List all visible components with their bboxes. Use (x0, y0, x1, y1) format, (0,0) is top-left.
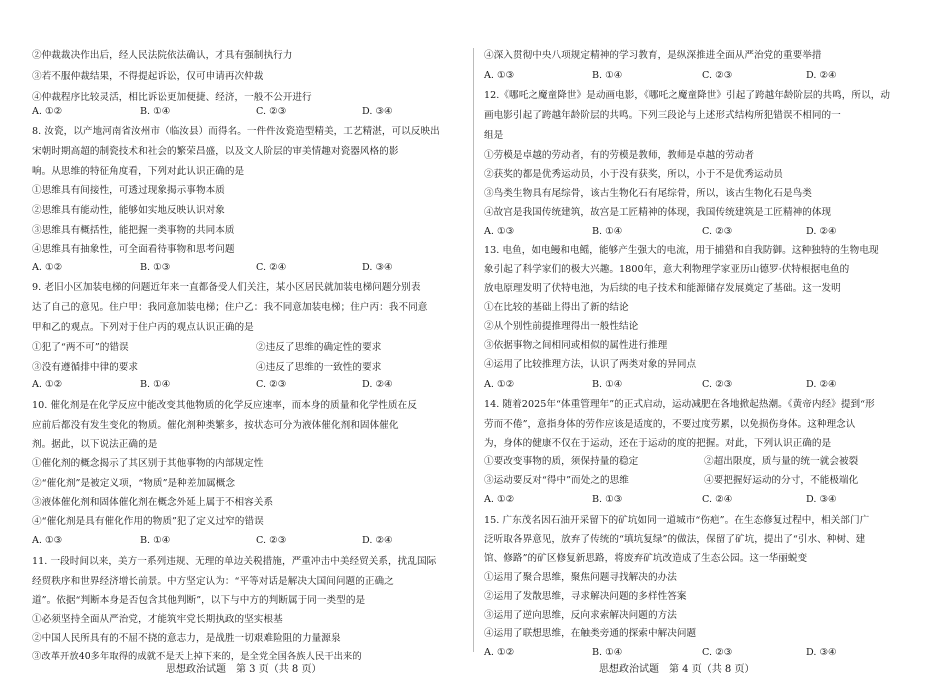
question-stem: 12.《哪吒之魔童降世》是动画电影，《哪吒之魔童降世》引起了跨越年龄阶层的共鸣，所以，动 (484, 90, 890, 101)
choice-3: ③没有遵循排中律的要求 (32, 362, 139, 373)
option-c: C. ②④ (256, 262, 287, 273)
option-a: A. ①③ (32, 535, 63, 546)
text-line: ②仲裁裁决作出后，经人民法院依法确认，才具有强制执行力 (32, 50, 293, 61)
choice-4: ④思维具有抽象性，可全面看待事物和思考问题 (32, 244, 235, 255)
q14-options (484, 494, 904, 506)
question-stem: 泛听取各界意见，放弃了传统的“填坑复绿”的做法，保留了矿坑，提出了“引水、种树、建 (484, 534, 866, 545)
q13-options (484, 379, 904, 391)
question-stem: 劳而不倦”，意指身体的劳作应该是适度的，不要过度劳累，以免损伤身体。这种理念认 (484, 419, 856, 430)
question-stem: 道”。依据“判断本身是否包含其他判断”，以下与中方的判断属于同一类型的是 (32, 595, 366, 606)
choice-2: ②中国人民所具有的不屈不挠的意志力，是战胜一切艰难险阻的力量源泉 (32, 633, 341, 644)
choice-3: ③运用了逆向思维，反向求索解决问题的方法 (484, 610, 677, 621)
question-stem: 组是 (484, 130, 504, 141)
choice-2: ②运用了发散思维，寻求解决问题的多样性答案 (484, 591, 687, 602)
choice-1: ①必须坚持全面从严治党，才能筑牢党长期执政的坚实根基 (32, 614, 283, 625)
option-a: A. ①② (484, 379, 515, 390)
choice-2: ②从个别性前提推理得出一般性结论 (484, 321, 639, 332)
question-stem: 象引起了科学家们的极大兴趣。1800年，意大利物理学家亚历山德罗·伏特根据电鱼的 (484, 264, 850, 275)
option-a: A. ①② (484, 647, 515, 658)
choice-2: ②获奖的都是优秀运动员，小于没有获奖，所以，小于不是优秀运动员 (484, 169, 783, 180)
choice-1: ①在比较的基础上得出了新的结论 (484, 302, 629, 313)
choice-2: ②超出限度，质与量的统一就会被裂 (704, 456, 859, 467)
option-a: A. ①② (32, 379, 63, 390)
choice-3: ③鸟类生物具有尾综骨，该古生物化石有尾综骨，所以，该古生物化石是鸟类 (484, 188, 812, 199)
question-stem: 应前后都没有发生变化的物质。催化剂种类繁多，按状态可分为液体催化剂和固体催化 (32, 420, 399, 431)
choice-3: ③思维具有概括性，能把握一类事物的共同本质 (32, 225, 235, 236)
option-c: C. ②③ (256, 535, 287, 546)
question-stem: 剂。据此，以下说法正确的是 (32, 439, 158, 450)
option-c: C. ②③ (702, 70, 733, 81)
q10-options (32, 535, 452, 547)
choice-3: ③运动要反对“得中”而处之的思维 (484, 475, 629, 486)
q12-options (484, 226, 904, 238)
choice-4: ④故宫是我国传统建筑，故宫是工匠精神的体现，我国传统建筑是工匠精神的体现 (484, 207, 832, 218)
choice-2: ②思维具有能动性，能够如实地反映认识对象 (32, 205, 225, 216)
option-b: B. ①④ (140, 535, 171, 546)
option-b: B. ①④ (592, 70, 623, 81)
choice-4: ④运用了联想思维，在触类旁通的探索中解决问题 (484, 628, 697, 639)
choice-1: ①犯了“两不可”的错误 (32, 342, 129, 353)
question-stem: 画电影引起了跨越年龄阶层的共鸣。下列三段论与上述形式结构所犯错误不相同的一 (484, 110, 841, 121)
page-footer: 思想政治试题 第 3 页（共 8 页） (166, 664, 322, 675)
choice-4: ④“催化剂是具有催化作用的物质”犯了定义过窄的错误 (32, 516, 264, 527)
question-stem: 10. 催化剂是在化学反应中能改变其他物质的化学反应速率，而本身的质量和化学性质在反 (32, 400, 417, 411)
option-d: D. ②④ (806, 379, 837, 390)
choice-2: ②违反了思维的确定性的要求 (256, 342, 382, 353)
question-stem: 宋朝时期高超的制瓷技术和社会的繁荣昌盛，以及文人阶层的审美情趣对瓷器风格的影 (32, 146, 399, 157)
option-d: D. ②④ (806, 226, 837, 237)
option-c: C. ②③ (702, 379, 733, 390)
choice-4: ④深入贯彻中央八项规定精神的学习教育，是纵深推进全面从严治党的重要举措 (484, 50, 822, 61)
option-a: A. ①② (32, 262, 63, 273)
choice-1: ①思维具有间接性，可透过现象揭示事物本质 (32, 185, 225, 196)
choice-1: ①劳模是卓越的劳动者，有的劳模是教师，教师是卓越的劳动者 (484, 150, 755, 161)
option-b: B. ①④ (140, 106, 171, 117)
choice-1: ①运用了聚合思维，聚焦问题寻找解决的办法 (484, 572, 677, 583)
text-line: ③若不服仲裁结果，不得提起诉讼，仅可申请再次仲裁 (32, 71, 264, 82)
option-c: C. ②③ (702, 647, 733, 658)
choice-3: ③改革开放40多年取得的成就不是天上掉下来的，是全党全国各族人民干出来的 (32, 651, 362, 662)
option-d: D. ②④ (806, 70, 837, 81)
choice-3: ③依据事物之间相同或相似的属性进行推理 (484, 340, 668, 351)
question-stem: 11. 一段时间以来，美方一系列违规、无理的单边关税措施，严重冲击中美经贸关系，扰乱国际 (32, 556, 437, 567)
option-b: B. ①④ (592, 226, 623, 237)
q15-options (484, 647, 904, 659)
option-d: D. ③④ (362, 106, 393, 117)
option-d: D. ②④ (362, 535, 393, 546)
question-stem: 8. 汝瓷，以产地河南省汝州市（临汝县）而得名。一件件汝瓷造型精美，工艺精湛，可以反映出 (32, 126, 440, 137)
option-a: A. ①③ (484, 70, 515, 81)
option-a: A. ①③ (484, 226, 515, 237)
choice-4: ④要把握好运动的分寸，不能极端化 (704, 475, 859, 486)
choice-4: ④运用了比较推理方法，认识了两类对象的异同点 (484, 359, 697, 370)
question-stem: 响。从思维的特征角度看，下列对此认识正确的是 (32, 166, 245, 177)
choice-2: ②“催化剂”是被定义项，“物质”是种差加属概念 (32, 478, 236, 489)
page-footer: 思想政治试题 第 4 页（共 8 页） (599, 664, 755, 675)
option-a: A. ①② (484, 494, 515, 505)
choice-4: ④违反了思维的一致性的要求 (256, 362, 382, 373)
choice-1: ①要改变事物的质，须保持量的稳定 (484, 456, 639, 467)
column-divider (473, 48, 474, 652)
q7-options (32, 106, 452, 118)
text-line: ④仲裁程序比较灵活，相比诉讼更加便捷、经济，一般不公开进行 (32, 92, 312, 103)
question-stem: 为，身体的健康不仅在于运动，还在于运动的度的把握。对此，下列认识正确的是 (484, 438, 832, 449)
question-stem: 14. 随着2025年“体重管理年”的正式启动，运动减肥在各地掀起热潮。《黄帝内经》提到“形 (484, 399, 875, 410)
option-d: D. ③④ (806, 494, 837, 505)
question-stem: 甲和乙的观点。下列对于住户丙的观点认识正确的是 (32, 322, 254, 333)
question-stem: 经贸秩序和世界经济增长前景。中方坚定认为：“平等对话是解决大国间问题的正确之 (32, 576, 394, 587)
question-stem: 放电原理发明了伏特电池，为后续的电子技术和能源储存发展奠定了基础。这一发明 (484, 283, 841, 294)
option-b: B. ①④ (592, 647, 623, 658)
question-stem: 9. 老旧小区加装电梯的问题近年来一直都备受人们关注，某小区居民就加装电梯问题分别表 (32, 282, 421, 293)
option-b: B. ①④ (592, 379, 623, 390)
choice-3: ③液体催化剂和固体催化剂在概念外延上属于不相容关系 (32, 497, 274, 508)
option-b: B. ①④ (140, 379, 171, 390)
option-d: D. ③④ (806, 647, 837, 658)
option-c: C. ②③ (702, 226, 733, 237)
option-c: C. ②③ (256, 106, 287, 117)
question-stem: 达了自己的意见。住户甲：我同意加装电梯；住户乙：我不同意加装电梯；住户丙：我不同意 (32, 302, 428, 313)
question-stem: 馆、修路”的矿区修复新思路，将废弃矿坑改造成了生态公园。这一华丽蜕变 (484, 553, 808, 564)
option-b: B. ①③ (140, 262, 171, 273)
option-a: A. ①② (32, 106, 63, 117)
option-d: D. ②④ (362, 379, 393, 390)
q8-options (32, 262, 452, 274)
question-stem: 15. 广东茂名因石油开采留下的矿坑如同一道城市“伤疤”。在生态修复过程中，相关部门广 (484, 515, 870, 526)
choice-1: ①催化剂的概念揭示了其区别于其他事物的内部规定性 (32, 458, 264, 469)
q9-options (32, 379, 452, 391)
q11-options (484, 70, 904, 82)
question-stem: 13. 电鱼，如电鳗和电鳐，能够产生强大的电流，用于捕猎和自我防御。这种独特的生物电现 (484, 245, 879, 256)
option-d: D. ③④ (362, 262, 393, 273)
option-c: C. ②④ (702, 494, 733, 505)
option-b: B. ①③ (592, 494, 623, 505)
option-c: C. ②③ (256, 379, 287, 390)
